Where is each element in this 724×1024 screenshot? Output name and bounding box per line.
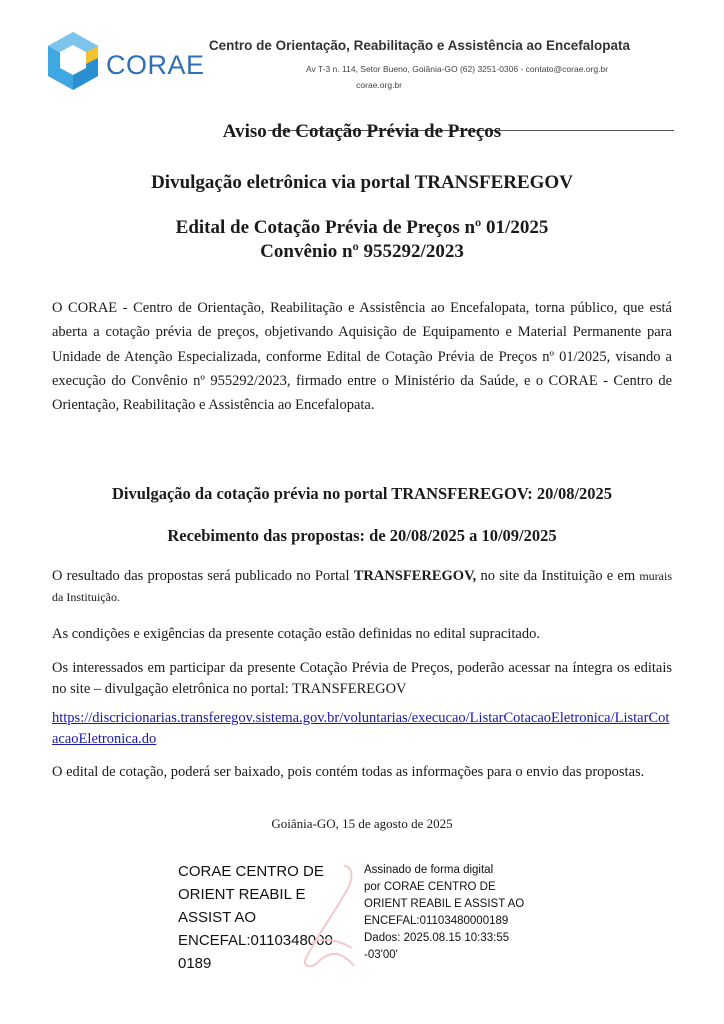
digital-signature-mark-icon [292, 858, 362, 978]
notice-subtitle: Divulgação eletrônica via portal TRANSFEREGOV [151, 172, 573, 193]
resultado-murais: murais da Instituição. [52, 569, 672, 604]
organization-website: corae.org.br [356, 80, 402, 90]
signature-detail-line: ENCEFAL:01103480000189 [364, 915, 509, 927]
edital-paragraph: O edital de cotação, poderá ser baixado, pois contém todas as informações para o envio das propostas. [52, 764, 645, 780]
condicoes-paragraph: As condições e exigências da presente cotação estão definidas no edital supracitado. [52, 626, 540, 642]
signature-date: Goiânia-GO, 15 de agosto de 2025 [271, 816, 453, 831]
intro-paragraph: O CORAE - Centro de Orientação, Reabilitação e Assistência ao Encefalopata, torna público, que está aberta a cotação prévia de preços, objetivando Aquisição de Equipamento e Material Permanente para Unidade de Atenção Especializada, conforme Edital de Cotação Prévia de Preços nº 01/2025, visando a execução do Convênio nº 955292/2023, firmado entre o Ministério da Saúde, e o CORAE - Centro de Orientação, Reabilitação e Assistência ao Encefalopata. [52, 300, 672, 414]
transferegov-link[interactable]: https://discricionarias.transferegov.sistema.gov.br/voluntarias/execucao/ListarCotacaoEletronica/ListarCotacaoEletronica.do [52, 710, 670, 747]
signer-name-line: ORIENT REABIL E [178, 886, 306, 903]
resultado-text: O resultado das propostas será publicado no Portal [52, 568, 354, 584]
edital-number: Edital de Cotação Prévia de Preços nº 01/2025 [175, 217, 549, 238]
signer-name-line: ASSIST AO [178, 909, 257, 926]
divulgacao-date: Divulgação da cotação prévia no portal TRANSFEREGOV: 20/08/2025 [111, 484, 613, 503]
signer-name-line: CORAE CENTRO DE [178, 863, 324, 880]
logo-wordmark: CORAE [106, 50, 205, 80]
signer-name-line: 0189 [178, 955, 212, 972]
signature-detail-line: Assinado de forma digital [364, 864, 494, 876]
recebimento-period: Recebimento das propostas: de 20/08/2025 a 10/09/2025 [167, 526, 557, 545]
letterhead [46, 30, 630, 102]
convenio-number: Convênio nº 955292/2023 [260, 241, 464, 262]
interessados-paragraph: Os interessados em participar da presente Cotação Prévia de Preços, poderão acessar na íntegra os editais no site – divulgação eletrônica no portal: TRANSFEREGOV [52, 660, 672, 697]
signature-detail-line: -03'00' [364, 949, 398, 961]
organization-address: Av T-3 n. 114, Setor Bueno, Goiânia-GO (62) 3251-0306 - contato@corae.org.br [305, 64, 608, 74]
edital-heading [0, 216, 724, 264]
notice-title: Aviso de Cotação Prévia de Preços [222, 121, 502, 142]
signature-detail-line: Dados: 2025.08.15 10:33:55 [364, 932, 510, 944]
organization-name: Centro de Orientação, Reabilitação e Assistência ao Encefalopata [208, 38, 630, 53]
signature-detail-line: ORIENT REABIL E ASSIST AO [364, 898, 525, 910]
resultado-portal: TRANSFEREGOV, [353, 568, 477, 584]
link-paragraph [52, 708, 672, 750]
signature-details [364, 862, 544, 964]
signature-detail-line: por CORAE CENTRO DE [364, 881, 496, 893]
resultado-text-2: no site da Instituição e em [476, 568, 640, 584]
resultado-paragraph [52, 566, 672, 608]
signer-name-line: ENCEFAL:0110348000 [178, 932, 333, 949]
